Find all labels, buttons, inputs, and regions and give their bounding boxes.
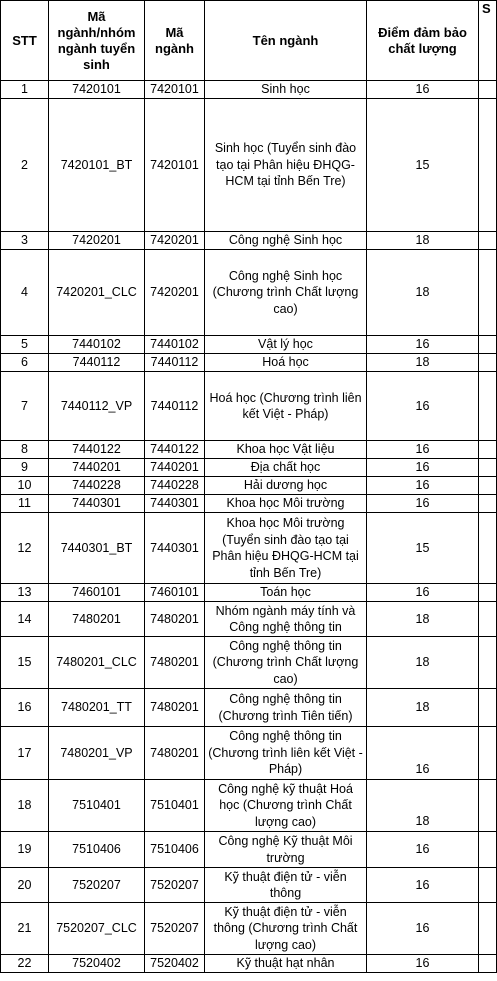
table-row: [1, 602, 497, 637]
cell-score: 18: [367, 232, 479, 250]
cell-extra: [479, 637, 497, 689]
cell-code: 7480201: [145, 727, 205, 780]
cell-name: Hoá học (Chương trình liên kết Việt - Pháp): [205, 372, 367, 441]
table-row: [1, 727, 497, 780]
cell-stt: 1: [1, 81, 49, 99]
cell-score: 16: [367, 459, 479, 477]
header-name: Tên ngành: [205, 1, 367, 81]
cell-score: 16: [367, 832, 479, 868]
cell-score: 16: [367, 372, 479, 441]
cell-stt: 18: [1, 780, 49, 832]
cell-name: Toán học: [205, 584, 367, 602]
cell-code: 7440112: [145, 372, 205, 441]
cell-group-code: 7520207_CLC: [49, 903, 145, 955]
table-row: [1, 250, 497, 336]
cell-group-code: 7480201: [49, 602, 145, 637]
cell-score: 16: [367, 336, 479, 354]
cell-stt: 8: [1, 441, 49, 459]
cell-extra: [479, 584, 497, 602]
cell-extra: [479, 513, 497, 584]
cell-code: 7420101: [145, 81, 205, 99]
cell-code: 7420101: [145, 99, 205, 232]
cell-group-code: 7520207: [49, 868, 145, 903]
cell-group-code: 7440228: [49, 477, 145, 495]
cell-code: 7510406: [145, 832, 205, 868]
header-code: Mã ngành: [145, 1, 205, 81]
cell-name: Hoá học: [205, 354, 367, 372]
cell-group-code: 7480201_TT: [49, 689, 145, 727]
header-group-code: Mã ngành/nhóm ngành tuyển sinh: [49, 1, 145, 81]
cell-group-code: 7510406: [49, 832, 145, 868]
table-row: [1, 477, 497, 495]
cell-extra: [479, 903, 497, 955]
cell-code: 7480201: [145, 637, 205, 689]
cell-name: Công nghệ Sinh học: [205, 232, 367, 250]
table-row: [1, 354, 497, 372]
cell-name: Công nghệ thông tin (Chương trình Tiên tiến): [205, 689, 367, 727]
cell-name: Khoa học Môi trường (Tuyển sinh đào tạo tại Phân hiệu ĐHQG-HCM tại tỉnh Bến Tre): [205, 513, 367, 584]
table-row: [1, 868, 497, 903]
cell-group-code: 7440301: [49, 495, 145, 513]
cell-name: Kỹ thuật hạt nhân: [205, 955, 367, 973]
cell-group-code: 7440112_VP: [49, 372, 145, 441]
cell-score: 16: [367, 727, 479, 780]
cell-extra: [479, 354, 497, 372]
table-row: [1, 689, 497, 727]
cell-code: 7440301: [145, 495, 205, 513]
cell-stt: 11: [1, 495, 49, 513]
cell-score: 16: [367, 584, 479, 602]
cell-stt: 15: [1, 637, 49, 689]
cell-extra: [479, 727, 497, 780]
cell-group-code: 7460101: [49, 584, 145, 602]
table-row: [1, 780, 497, 832]
cell-score: 15: [367, 99, 479, 232]
cell-code: 7510401: [145, 780, 205, 832]
cell-stt: 6: [1, 354, 49, 372]
table-row: [1, 513, 497, 584]
table-row: [1, 459, 497, 477]
cell-name: Kỹ thuật điện tử - viễn thông (Chương trình Chất lượng cao): [205, 903, 367, 955]
cell-name: Sinh học (Tuyển sinh đào tạo tại Phân hiệu ĐHQG-HCM tại tỉnh Bến Tre): [205, 99, 367, 232]
header-extra: S: [479, 1, 497, 81]
cell-extra: [479, 832, 497, 868]
cell-name: Vật lý học: [205, 336, 367, 354]
cell-stt: 20: [1, 868, 49, 903]
cell-name: Hải dương học: [205, 477, 367, 495]
cell-code: 7520402: [145, 955, 205, 973]
cell-extra: [479, 602, 497, 637]
cell-group-code: 7480201_VP: [49, 727, 145, 780]
cell-name: Sinh học: [205, 81, 367, 99]
table-row: [1, 441, 497, 459]
table-row: [1, 955, 497, 973]
cell-extra: [479, 495, 497, 513]
cell-extra: [479, 81, 497, 99]
header-score: Điểm đảm bảo chất lượng: [367, 1, 479, 81]
cell-stt: 17: [1, 727, 49, 780]
cell-stt: 12: [1, 513, 49, 584]
cell-stt: 9: [1, 459, 49, 477]
cell-code: 7440102: [145, 336, 205, 354]
table-row: [1, 584, 497, 602]
cell-score: 16: [367, 477, 479, 495]
table-row: [1, 495, 497, 513]
cell-code: 7460101: [145, 584, 205, 602]
cell-score: 18: [367, 250, 479, 336]
cell-name: Công nghệ thông tin (Chương trình Chất lượng cao): [205, 637, 367, 689]
cell-stt: 5: [1, 336, 49, 354]
cell-code: 7440122: [145, 441, 205, 459]
cell-score: 16: [367, 495, 479, 513]
cell-stt: 22: [1, 955, 49, 973]
cell-extra: [479, 232, 497, 250]
cell-extra: [479, 441, 497, 459]
cell-score: 16: [367, 441, 479, 459]
cell-group-code: 7440301_BT: [49, 513, 145, 584]
cell-extra: [479, 477, 497, 495]
cell-name: Địa chất học: [205, 459, 367, 477]
cell-score: 18: [367, 602, 479, 637]
cell-name: Kỹ thuật điện tử - viễn thông: [205, 868, 367, 903]
cell-score: 16: [367, 903, 479, 955]
cell-score: 18: [367, 780, 479, 832]
cell-group-code: 7420201: [49, 232, 145, 250]
cell-code: 7420201: [145, 250, 205, 336]
cell-stt: 7: [1, 372, 49, 441]
cell-name: Công nghệ Sinh học (Chương trình Chất lượng cao): [205, 250, 367, 336]
cell-extra: [479, 250, 497, 336]
cell-stt: 13: [1, 584, 49, 602]
cell-code: 7520207: [145, 903, 205, 955]
cell-stt: 2: [1, 99, 49, 232]
cell-code: 7420201: [145, 232, 205, 250]
cell-group-code: 7420101_BT: [49, 99, 145, 232]
cell-score: 16: [367, 81, 479, 99]
cell-code: 7440201: [145, 459, 205, 477]
cell-stt: 19: [1, 832, 49, 868]
header-row: [1, 1, 497, 81]
cell-code: 7480201: [145, 689, 205, 727]
cell-name: Khoa học Môi trường: [205, 495, 367, 513]
cell-extra: [479, 780, 497, 832]
table-row: [1, 232, 497, 250]
cell-stt: 21: [1, 903, 49, 955]
cell-extra: [479, 955, 497, 973]
cell-stt: 10: [1, 477, 49, 495]
cell-score: 18: [367, 689, 479, 727]
cell-group-code: 7420201_CLC: [49, 250, 145, 336]
cell-stt: 4: [1, 250, 49, 336]
table-row: [1, 99, 497, 232]
cell-stt: 14: [1, 602, 49, 637]
cell-group-code: 7440122: [49, 441, 145, 459]
cell-extra: [479, 336, 497, 354]
cell-name: Nhóm ngành máy tính và Công nghệ thông tin: [205, 602, 367, 637]
cell-extra: [479, 689, 497, 727]
cell-name: Khoa học Vật liệu: [205, 441, 367, 459]
cell-extra: [479, 459, 497, 477]
cell-code: 7520207: [145, 868, 205, 903]
cell-group-code: 7440112: [49, 354, 145, 372]
cell-stt: 3: [1, 232, 49, 250]
table-row: [1, 81, 497, 99]
cell-score: 16: [367, 868, 479, 903]
cell-name: Công nghệ kỹ thuật Hoá học (Chương trình Chất lượng cao): [205, 780, 367, 832]
cell-group-code: 7440201: [49, 459, 145, 477]
cell-extra: [479, 868, 497, 903]
cell-code: 7440301: [145, 513, 205, 584]
table-row: [1, 903, 497, 955]
table-row: [1, 832, 497, 868]
table-row: [1, 637, 497, 689]
cell-score: 18: [367, 354, 479, 372]
cell-group-code: 7480201_CLC: [49, 637, 145, 689]
cell-stt: 16: [1, 689, 49, 727]
table-row: [1, 372, 497, 441]
cell-group-code: 7510401: [49, 780, 145, 832]
cell-name: Công nghệ thông tin (Chương trình liên kết Việt - Pháp): [205, 727, 367, 780]
cell-group-code: 7440102: [49, 336, 145, 354]
cell-score: 16: [367, 955, 479, 973]
cell-code: 7440228: [145, 477, 205, 495]
table-row: [1, 336, 497, 354]
cell-group-code: 7420101: [49, 81, 145, 99]
cell-code: 7440112: [145, 354, 205, 372]
cell-score: 18: [367, 637, 479, 689]
cell-name: Công nghệ Kỹ thuật Môi trường: [205, 832, 367, 868]
cell-extra: [479, 372, 497, 441]
header-stt: STT: [1, 1, 49, 81]
cell-code: 7480201: [145, 602, 205, 637]
cell-score: 15: [367, 513, 479, 584]
cell-group-code: 7520402: [49, 955, 145, 973]
cell-extra: [479, 99, 497, 232]
